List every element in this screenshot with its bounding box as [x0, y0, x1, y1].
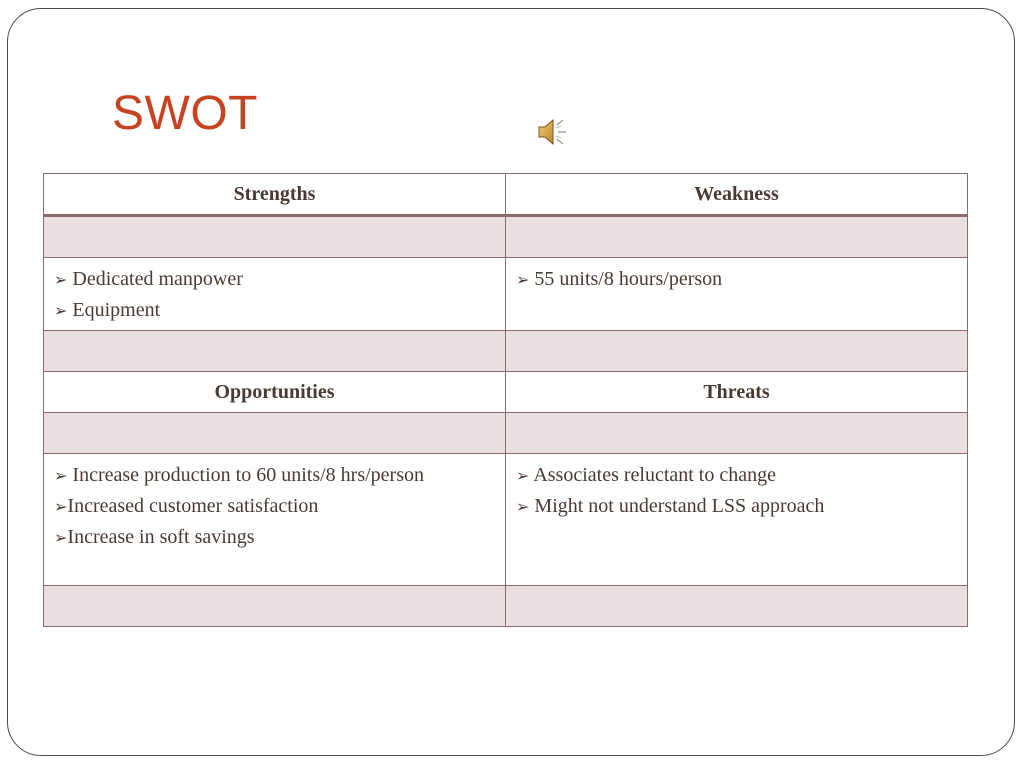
threats-header: Threats: [506, 372, 968, 413]
speaker-icon[interactable]: [536, 114, 570, 150]
arrow-bullet-icon: ➢: [516, 497, 530, 516]
band-cell: [44, 586, 506, 627]
list-item: ➢Increased customer satisfaction: [54, 495, 319, 517]
band-cell: [44, 216, 506, 258]
band-row: [44, 331, 968, 372]
list-item: ➢ Increase production to 60 units/8 hrs/person: [54, 464, 424, 486]
band-cell: [506, 331, 968, 372]
arrow-bullet-icon: ➢: [54, 497, 68, 516]
list-item: ➢Increase in soft savings: [54, 526, 255, 548]
band-cell: [44, 331, 506, 372]
opportunities-threats-row: [44, 454, 968, 586]
band-row: [44, 216, 968, 258]
list-item: ➢ Equipment: [54, 299, 161, 321]
arrow-bullet-icon: ➢: [516, 270, 530, 289]
weakness-cell: [506, 258, 968, 331]
arrow-bullet-icon: ➢: [54, 466, 68, 485]
arrow-bullet-icon: ➢: [516, 466, 530, 485]
list-item: ➢ Might not understand LSS approach: [516, 495, 825, 517]
strengths-cell: [44, 258, 506, 331]
arrow-bullet-icon: ➢: [54, 301, 68, 320]
threats-cell: [506, 454, 968, 586]
opportunities-cell: [44, 454, 506, 586]
arrow-bullet-icon: ➢: [54, 270, 68, 289]
weakness-header: Weakness: [506, 174, 968, 216]
list-item: ➢ Dedicated manpower: [54, 268, 243, 290]
header-row-top: [44, 174, 968, 216]
band-cell: [506, 586, 968, 627]
strengths-header: Strengths: [44, 174, 506, 216]
opportunities-header: Opportunities: [44, 372, 506, 413]
arrow-bullet-icon: ➢: [54, 528, 68, 547]
strengths-weakness-row: [44, 258, 968, 331]
list-item: ➢ 55 units/8 hours/person: [516, 268, 723, 290]
slide-title: SWOT: [112, 87, 258, 140]
header-row-bottom: [44, 372, 968, 413]
band-row: [44, 586, 968, 627]
band-cell: [506, 413, 968, 454]
list-item: ➢ Associates reluctant to change: [516, 464, 776, 486]
band-row: [44, 413, 968, 454]
swot-table: [43, 173, 968, 627]
band-cell: [44, 413, 506, 454]
band-cell: [506, 216, 968, 258]
